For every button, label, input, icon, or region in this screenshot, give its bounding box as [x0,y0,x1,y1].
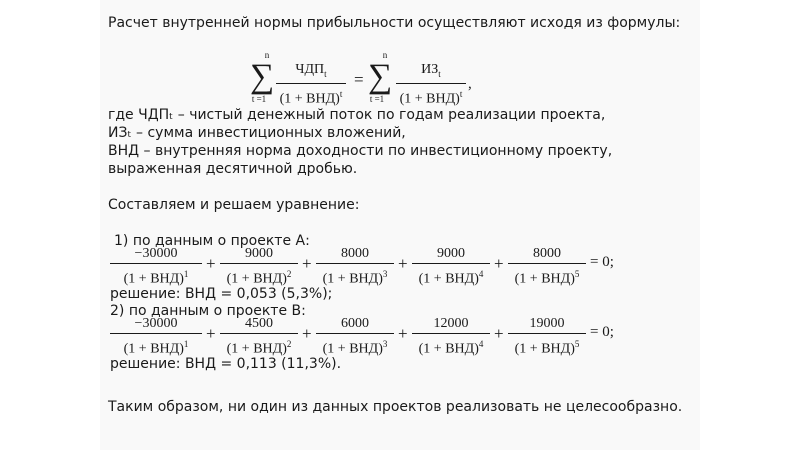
sum-symbol-left: n ∑ t =1 [250,50,275,104]
definition-4: выраженная десятичной дробью. [108,161,358,177]
b-equals-zero: = 0; [590,324,614,340]
formula-comma: , [468,76,472,92]
rhs-fraction: $ИЗ_t$ (1 + ВНД)$^t$ [396,62,466,107]
a-term-3: 8000 (1 + ВНД)$^3$ [316,246,394,288]
a-term-5: 8000 (1 + ВНД)$^5$ [508,246,586,288]
b-term-3: 6000 (1 + ВНД)$^3$ [316,316,394,358]
b-term-5: 19000 (1 + ВНД)$^5$ [508,316,586,358]
definition-1: где ЧДПₜ – чистый денежный поток по годам реализации проекта, [108,107,606,123]
a-term-4: 9000 (1 + ВНД)$^4$ [412,246,490,288]
project-a-heading: 1) по данным о проекте А: [114,233,310,249]
b-term-4: 12000 (1 + ВНД)$^4$ [412,316,490,358]
project-b-equation: −30000 (1 + ВНД)$^1$ + 4500 (1 + ВНД)$^2$ + 6000 (1 + ВНД)$^3$ + 12000 (1 + ВНД)$^4$ + 19000 (1 + ВНД)$^5$ = 0; [110,316,590,352]
sum-symbol-right: n ∑ t =1 [368,50,393,104]
conclusion-text: Таким образом, ни один из данных проектов реализовать не целесообразно. [108,399,683,415]
a-term-2: 9000 (1 + ВНД)$^2$ [220,246,298,288]
definition-2: ИЗₜ – сумма инвестиционных вложений, [108,125,406,141]
definition-3: ВНД – внутренняя норма доходности по инвестиционному проекту, [108,143,613,159]
project-b-heading: 2) по данным о проекте В: [110,303,306,319]
compose-text: Составляем и решаем уравнение: [108,197,360,213]
project-b-solution: решение: ВНД = 0,113 (11,3%). [110,356,342,372]
project-a-equation: −30000 (1 + ВНД)$^1$ + 9000 (1 + ВНД)$^2$ + 8000 (1 + ВНД)$^3$ + 9000 (1 + ВНД)$^4$ + 8000 (1 + ВНД)$^5$ = 0; [110,246,590,282]
b-term-1: −30000 (1 + ВНД)$^1$ [110,316,202,358]
project-a-solution: решение: ВНД = 0,053 (5,3%); [110,286,333,302]
lhs-fraction: $ЧДП_t$ (1 + ВНД)$^t$ [276,62,346,107]
a-equals-zero: = 0; [590,254,614,270]
intro-text: Расчет внутренней нормы прибыльности осуществляют исходя из формулы: [108,15,681,31]
document-page [100,0,700,450]
b-term-2: 4500 (1 + ВНД)$^2$ [220,316,298,358]
irr-formula [250,50,560,106]
equals-sign: = [354,70,364,89]
a-term-1: −30000 (1 + ВНД)$^1$ [110,246,202,288]
